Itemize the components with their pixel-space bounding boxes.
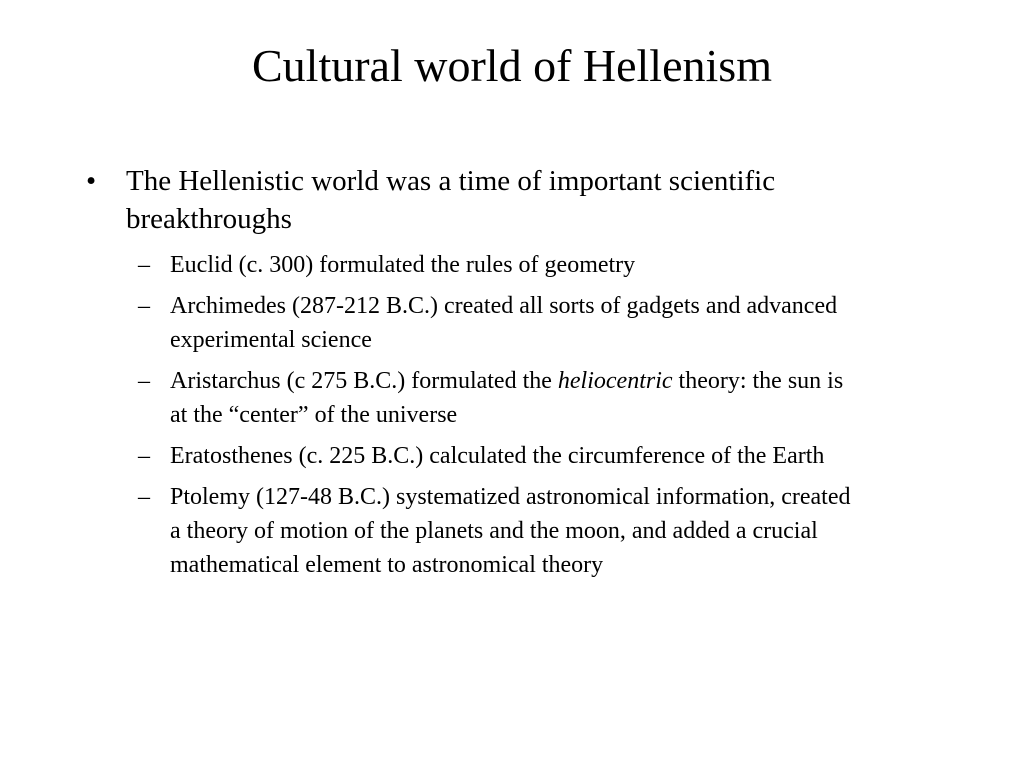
sub-bullet-ptolemy (138, 480, 858, 582)
sub-bullet-text-end: theory: the sun is at the “center” of the universe (170, 368, 844, 428)
main-bullet-text: The Hellenistic world was a time of important scientific breakthroughs (126, 165, 776, 235)
sub-bullet-marker: – (138, 484, 150, 510)
slide-body (86, 162, 946, 589)
bullet-marker: • (86, 165, 97, 197)
sub-bullet-archimedes (138, 289, 858, 357)
sub-bullet-text-start: Aristarchus (c 275 B.C.) formulated the (170, 368, 558, 394)
sub-bullet-text: Ptolemy (127-48 B.C.) systematized astronomical information, created a theory of motion of the planets and the moon, and added a crucial mathematical element to astronomical theory (170, 484, 851, 578)
sub-bullet-emphasis: heliocentric (557, 368, 673, 394)
sub-bullet-marker: – (138, 443, 150, 469)
sub-bullet-aristarchus (138, 364, 858, 432)
main-bullet (86, 162, 946, 238)
sub-bullet-text: Euclid (c. 300) formulated the rules of geometry (170, 252, 636, 278)
sub-bullet-list (86, 248, 858, 582)
sub-bullet-text: Archimedes (287-212 B.C.) created all sorts of gadgets and advanced experimental science (170, 293, 838, 353)
sub-bullet-marker: – (138, 252, 150, 278)
slide-title: Cultural world of Hellenism (252, 40, 772, 91)
sub-bullet-eratosthenes (138, 439, 858, 473)
sub-bullet-marker: – (138, 368, 150, 394)
sub-bullet-euclid (138, 248, 858, 282)
sub-bullet-marker: – (138, 293, 150, 319)
sub-bullet-text: Eratosthenes (c. 225 B.C.) calculated the circumference of the Earth (170, 443, 825, 469)
